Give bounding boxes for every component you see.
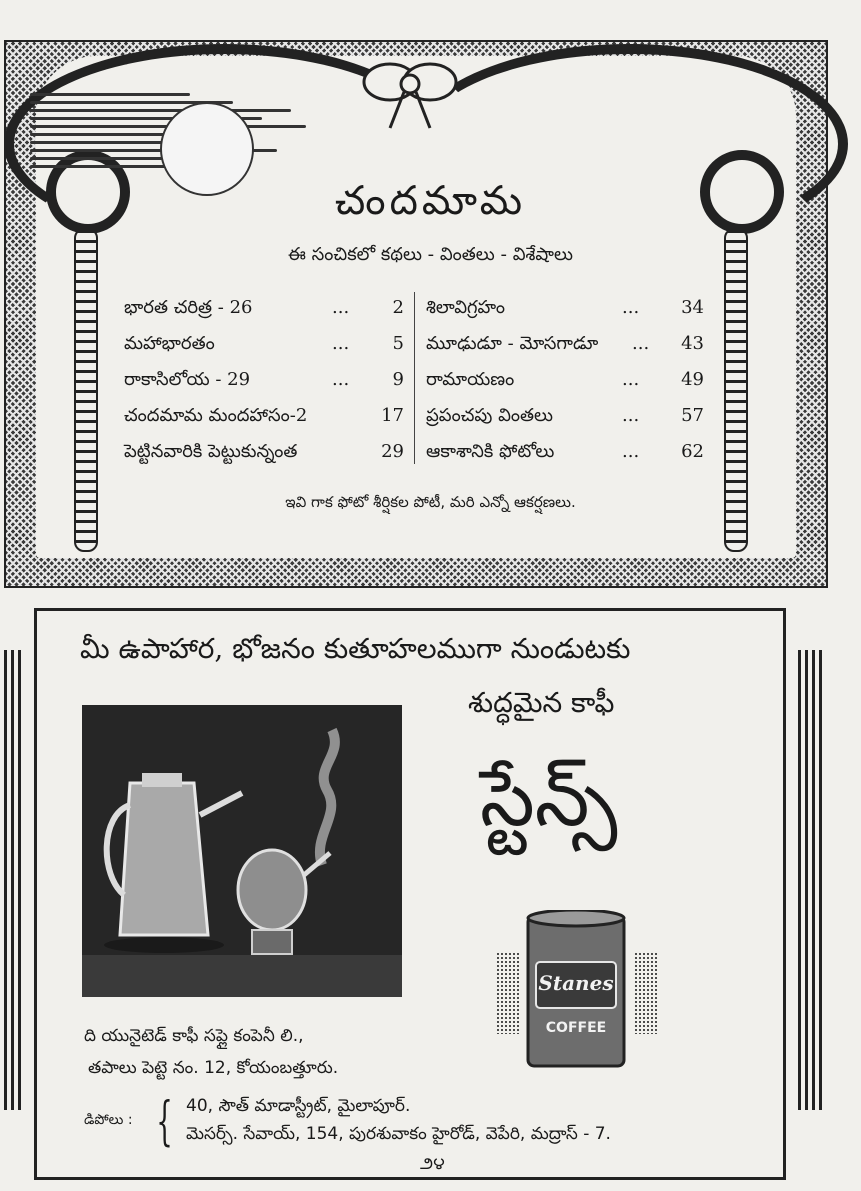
contents-item-title: ప్రపంచపు వింతలు <box>426 405 554 426</box>
contents-leader: ... <box>622 369 640 390</box>
contents-item-title: చందమామ మందహాసం-2 <box>124 405 308 426</box>
depot-address: మెసర్స్. సేవాయ్, 154, పురశువాకం హైరోడ్, వెపేరి, మద్రాస్ - 7. <box>186 1124 611 1144</box>
dotted-strip-right <box>634 952 658 1034</box>
contents-item <box>426 326 704 362</box>
coffee-tin-illustration <box>526 910 626 1070</box>
contents-item-title: మహాభారతం <box>124 333 215 354</box>
page-number: ౨౪ <box>420 1154 445 1174</box>
tin-coffee-label: COFFEE <box>545 1020 607 1036</box>
contents-leader: ... <box>332 333 350 354</box>
coffee-percolator-photo <box>82 705 402 997</box>
ad-subhead: శుద్ధమైన కాఫీ <box>468 686 615 719</box>
contents-item <box>426 434 704 470</box>
contents-footer-note: ఇవి గాక ఫోటో శీర్షికల పోటీ, మరి ఎన్నో ఆకర్షణలు. <box>285 493 576 511</box>
depots-label: డిపోలు : <box>84 1112 133 1128</box>
contents-item <box>124 434 404 470</box>
contents-item-page: 57 <box>681 405 704 426</box>
contents-leader: ... <box>632 333 650 354</box>
contents-item-page: 62 <box>681 441 704 462</box>
contents-item-page: 17 <box>381 405 404 426</box>
contents-item <box>124 326 404 362</box>
company-name: ది యునైటెడ్ కాఫీ సప్లై కంపెనీ లి., <box>84 1026 304 1046</box>
contents-item-page: 29 <box>381 441 404 462</box>
depots-brace: { <box>156 1092 173 1152</box>
contents-leader: ... <box>622 441 640 462</box>
contents-item-page: 34 <box>681 297 704 318</box>
contents-item-title: రామాయణం <box>426 369 515 390</box>
contents-item-page: 2 <box>392 297 404 318</box>
contents-item <box>124 290 404 326</box>
contents-leader: ... <box>622 405 640 426</box>
depot-address: 40, సౌత్ మాడాస్ట్రీట్, మైలాపూర్. <box>186 1096 411 1116</box>
contents-item <box>426 398 704 434</box>
contents-item-page: 43 <box>681 333 704 354</box>
ribbon-bow-icon <box>360 52 460 132</box>
contents-item-title: ఆకాశానికి ఫోటోలు <box>426 441 555 462</box>
contents-item-title: రాకాసిలోయ - 29 <box>124 369 251 390</box>
contents-item-page: 5 <box>392 333 404 354</box>
contents-item-page: 49 <box>681 369 704 390</box>
tin-brand-label: Stanes <box>538 971 614 995</box>
company-address: తపాలు పెట్టె నం. 12, కోయంబత్తూరు. <box>88 1058 339 1078</box>
dotted-strip-left <box>496 952 520 1034</box>
contents-item-title: మూఢుడూ - మోసగాడూ <box>426 333 599 354</box>
contents-item-title: పెట్టినవారికి పెట్టుకున్నంత <box>124 441 298 462</box>
contents-leader: ... <box>332 297 350 318</box>
contents-divider <box>414 292 415 464</box>
magazine-title: చందమామ <box>334 178 527 224</box>
contents-heading: ఈ సంచికలో కథలు - వింతలు - విశేషాలు <box>288 244 573 265</box>
contents-list-left <box>124 290 404 470</box>
contents-item <box>124 398 404 434</box>
contents-leader: ... <box>332 369 350 390</box>
contents-item-title: భారత చరిత్ర - 26 <box>124 297 253 318</box>
contents-list-right <box>426 290 704 470</box>
contents-leader: ... <box>622 297 640 318</box>
contents-item-title: శిలావిగ్రహం <box>426 297 506 318</box>
ad-stripes-right <box>798 650 824 1110</box>
contents-item <box>426 362 704 398</box>
contents-item <box>426 290 704 326</box>
ad-stripes-left <box>4 650 22 1110</box>
contents-item <box>124 362 404 398</box>
ad-headline: మీ ఉపాహార, భోజనం కుతూహలముగా నుండుటకు <box>80 632 631 665</box>
ad-brand-name: స్టేన్స్ <box>480 754 618 844</box>
contents-item-page: 9 <box>392 369 404 390</box>
